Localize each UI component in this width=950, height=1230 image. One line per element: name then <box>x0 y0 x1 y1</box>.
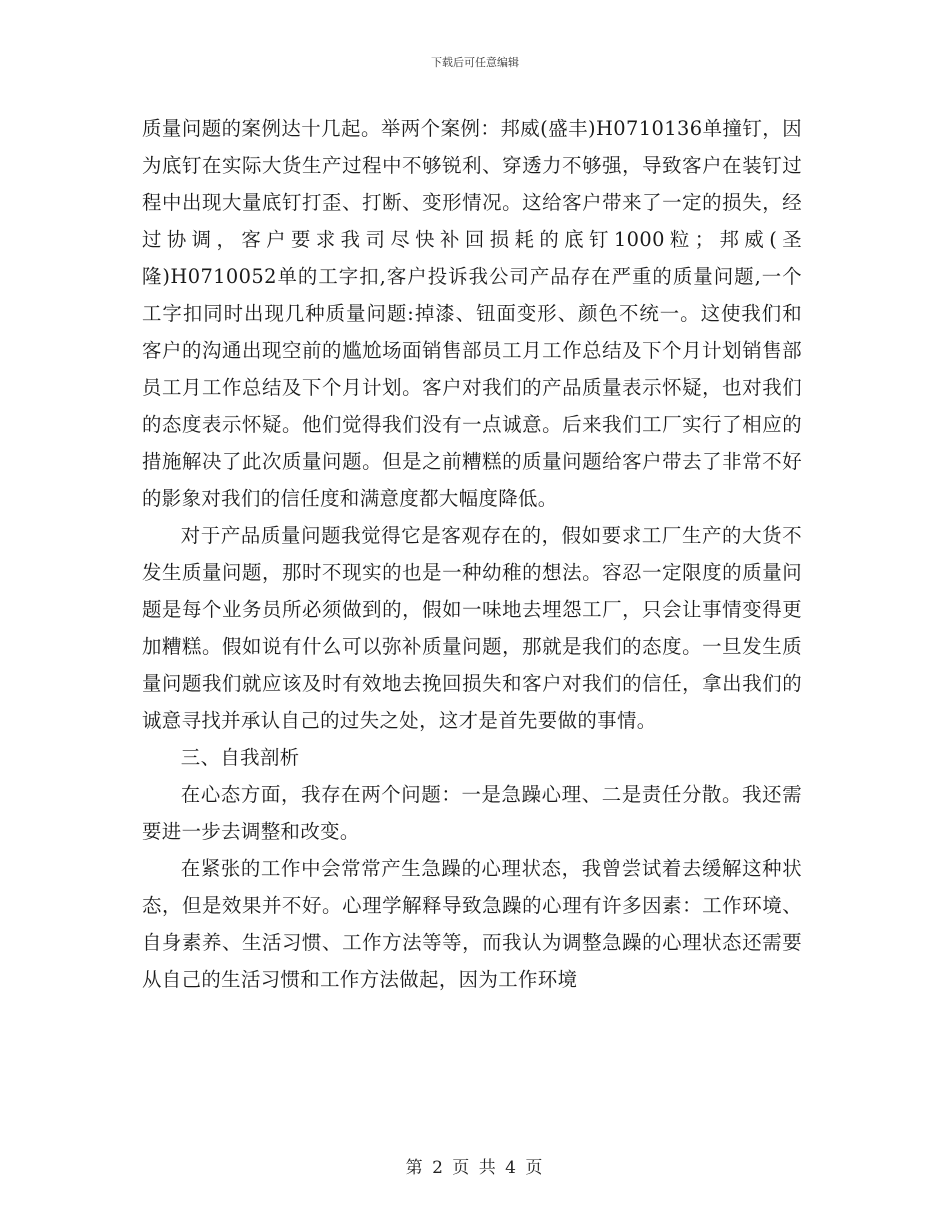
paragraph-impatience: 在紧张的工作中会常常产生急躁的心理状态，我曾尝试着去缓解这种状态，但是效果并不好。心理学解释导致急躁的心理有许多因素：工作环境、自身素养、生活习惯、工作方法等等，而我认为调整急躁的心理状态还需要从自己的生活习惯和工作方法做起，因为工作环境 <box>142 857 802 991</box>
page-footer: 第 2 页 共 4 页 <box>405 1158 545 1178</box>
paragraph-mindset-issues: 在心态方面，我存在两个问题：一是急躁心理、二是责任分散。我还需要进一步去调整和改变。 <box>142 783 802 843</box>
paragraph-quality-attitude: 对于产品质量问题我觉得它是客观存在的，假如要求工厂生产的大货不发生质量问题，那时不现实的也是一种幼稚的想法。容忍一定限度的质量问题是每个业务员所必须做到的，假如一味地去埋怨工厂，只会让事情变得更加糟糕。假如说有什么可以弥补质量问题，那就是我们的态度。一旦发生质量问题我们就应该及时有效地去挽回损失和客户对我们的信任，拿出我们的诚意寻找并承认自己的过失之处，这才是首先要做的事情。 <box>142 524 802 732</box>
document-body <box>142 110 802 998</box>
page-header: 下载后可任意编辑 <box>431 56 519 69</box>
section-heading-self-analysis: 三、自我剖析 <box>180 746 300 769</box>
paragraph-quality-cases: 质量问题的案例达十几起。举两个案例：邦威(盛丰)H0710136单撞钉，因为底钉在实际大货生产过程中不够锐利、穿透力不够强，导致客户在装钉过程中出现大量底钉打歪、打断、变形情况。这给客户带来了一定的损失，经过协调，客户要求我司尽快补回损耗的底钉1000粒；邦威(圣隆)H0710052单的工字扣,客户投诉我公司产品存在严重的质量问题,一个工字扣同时出现几种质量问题:掉漆、钮面变形、颜色不统一。这使我们和客户的沟通出现空前的尴尬场面销售部员工月工作总结及下个月计划销售部员工月工作总结及下个月计划。客户对我们的产品质量表示怀疑，也对我们的态度表示怀疑。他们觉得我们没有一点诚意。后来我们工厂实行了相应的措施解决了此次质量问题。但是之前糟糕的质量问题给客户带去了非常不好的影象对我们的信任度和满意度都大幅度降低。 <box>142 117 802 510</box>
